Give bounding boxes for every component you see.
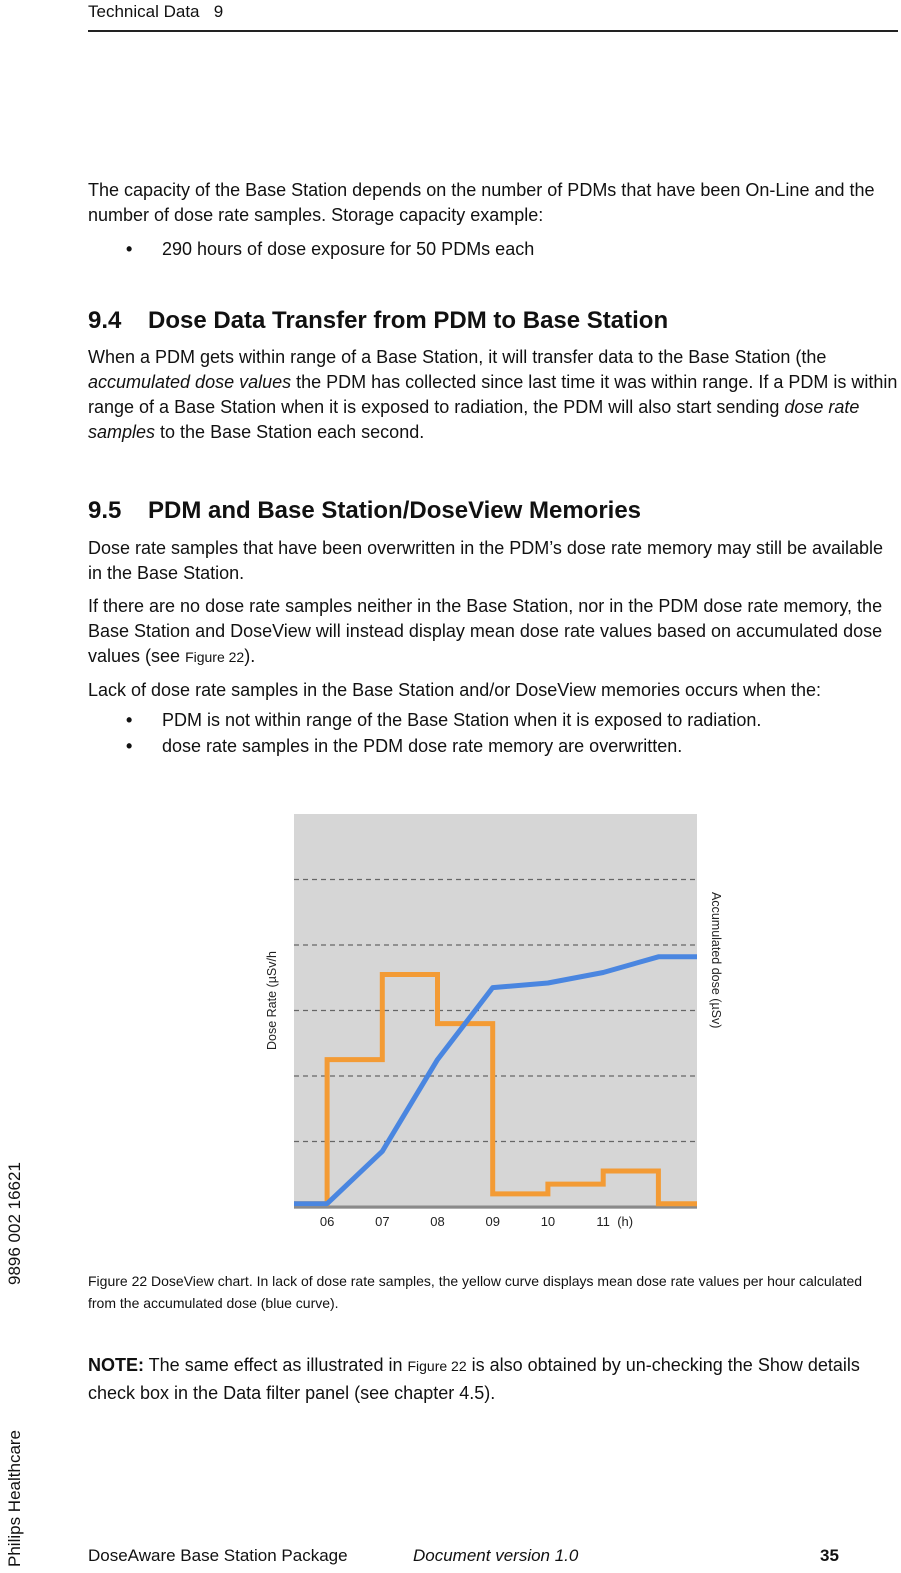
section-9-5-body	[88, 536, 900, 759]
text-run: When a PDM gets within range of a Base Station, it will transfer data to the Base Station (the	[88, 347, 827, 367]
y-axis-label-left: Dose Rate (µSv/h	[265, 951, 279, 1050]
text-run: The same effect as illustrated in	[144, 1355, 408, 1375]
sidebar-margin-text	[0, 873, 30, 1573]
footer-document-version: Document version 1.0	[413, 1546, 579, 1565]
x-tick-label: 06	[319, 1214, 335, 1229]
y-axis-label-right: Accumulated dose (µSv)	[709, 892, 723, 1029]
figure-reference-link[interactable]: Figure 22	[407, 1358, 467, 1374]
x-tick-label: 07	[375, 1214, 390, 1229]
section-title: Dose Data Transfer from PDM to Base Station	[148, 307, 669, 334]
note-label: NOTE:	[88, 1355, 144, 1375]
text-run: ).	[244, 646, 256, 666]
text-run: the PDM has collected since last time it was within range. If a PDM is within range of a Base Station when it is exposed to radiation, the PDM will also start sending	[88, 372, 898, 417]
section-heading-9-4	[88, 304, 668, 338]
figure-reference-link[interactable]: Figure 22	[185, 649, 245, 665]
section-9-4-paragraph	[88, 345, 900, 445]
doseview-chart	[260, 812, 730, 1242]
section-title: PDM and Base Station/DoseView Memories	[148, 497, 642, 524]
x-tick-label: 11	[596, 1214, 610, 1229]
section-9-4-body	[88, 345, 900, 453]
text-run: to the Base Station each second.	[155, 422, 425, 442]
text-run: is also obtained by un-checking the Show details check box in the Data filter panel (see chapter 4.5).	[88, 1355, 860, 1403]
bullet-item: • dose rate samples in the PDM dose rate memory are overwritten.	[88, 733, 900, 759]
intro-bullet-list	[88, 236, 900, 262]
footer-page-number: 35	[820, 1546, 839, 1565]
x-tick-label: 09	[485, 1214, 500, 1229]
page-header	[88, 0, 898, 32]
emphasis-dose-rate: dose rate samples	[88, 397, 860, 442]
header-title: Technical Data	[88, 2, 200, 21]
x-tick-label: 08	[430, 1214, 445, 1229]
footer-document-title: DoseAware Base Station Package	[88, 1546, 348, 1565]
section-heading-9-5	[88, 494, 641, 528]
section-number: 9.4	[88, 307, 122, 334]
sidebar-code: 9896 002 16621	[5, 1162, 24, 1285]
section-9-5-paragraph-1: Dose rate samples that have been overwritten in the PDM’s dose rate memory may still be available in the Base Station.	[88, 538, 884, 583]
x-tick-labels	[320, 1214, 610, 1229]
intro-section	[88, 178, 900, 262]
header-chapter: 9	[213, 2, 224, 21]
figure-caption: Figure 22 DoseView chart. In lack of dose rate samples, the yellow curve displays mean dose rate values per hour calculated from the accumulated dose (blue curve).	[88, 1273, 863, 1311]
plot-background	[294, 814, 697, 1209]
x-tick-label: 10	[540, 1214, 556, 1229]
text-run: If there are no dose rate samples neither in the Base Station, nor in the PDM dose rate memory, the Base Station and DoseView will instead display mean dose rate values based on accumulated dose values (see	[88, 596, 883, 666]
emphasis-accumulated: accumulated dose values	[88, 372, 292, 392]
sidebar-company: Philips Healthcare	[5, 1429, 24, 1567]
x-axis-unit-label: (h)	[617, 1214, 634, 1229]
section-number: 9.5	[88, 497, 122, 524]
section-9-5-paragraph-3: Lack of dose rate samples in the Base Station and/or DoseView memories occurs when the:	[88, 680, 822, 700]
note-paragraph	[88, 1352, 888, 1407]
bullet-item: • PDM is not within range of the Base Station when it is exposed to radiation.	[88, 707, 900, 733]
section-9-5-paragraph-2	[88, 594, 900, 670]
intro-paragraph: The capacity of the Base Station depends on the number of PDMs that have been On-Line and the number of dose rate samples. Storage capacity example:	[88, 180, 875, 225]
section-9-5-bullet-list	[88, 707, 900, 759]
intro-bullet: • 290 hours of dose exposure for 50 PDMs each	[88, 236, 900, 262]
